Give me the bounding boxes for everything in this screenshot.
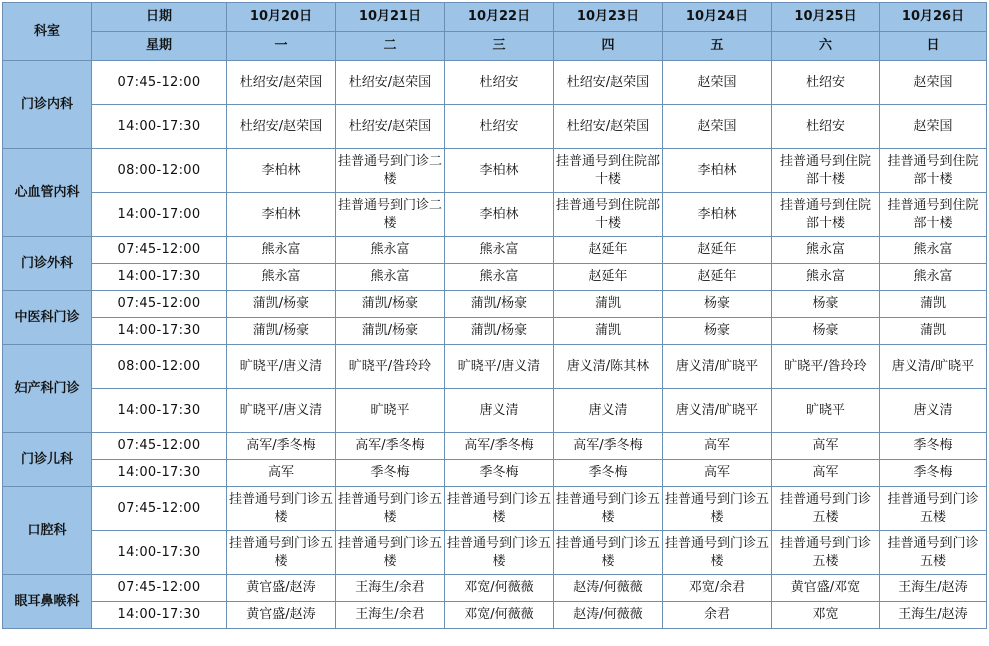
- doctor-cell: 熊永富: [880, 237, 987, 264]
- doctor-cell: 杨豪: [663, 318, 772, 345]
- doctor-cell: 挂普通号到住院部十楼: [880, 193, 987, 237]
- department-name: 心血管内科: [3, 149, 92, 237]
- table-row: [3, 433, 987, 460]
- doctor-cell: 赵荣国: [880, 105, 987, 149]
- date-label: 日期: [92, 3, 227, 32]
- doctor-cell: 赵涛/何薇薇: [554, 575, 663, 602]
- doctor-cell: 挂普通号到住院部十楼: [880, 149, 987, 193]
- doctor-cell: 熊永富: [336, 264, 445, 291]
- doctor-cell: 蒲凯/杨豪: [445, 291, 554, 318]
- doctor-cell: 挂普通号到住院部十楼: [772, 149, 880, 193]
- time-slot: 14:00-17:00: [92, 193, 227, 237]
- weekday-header: 日: [880, 32, 987, 61]
- doctor-cell: 蒲凯: [554, 291, 663, 318]
- doctor-cell: 挂普通号到门诊五楼: [227, 531, 336, 575]
- doctor-cell: 杜绍安/赵荣国: [554, 61, 663, 105]
- time-slot: 14:00-17:30: [92, 460, 227, 487]
- doctor-cell: 杜绍安/赵荣国: [227, 105, 336, 149]
- time-slot: 14:00-17:30: [92, 318, 227, 345]
- doctor-cell: 杜绍安/赵荣国: [336, 105, 445, 149]
- doctor-cell: 高军: [663, 433, 772, 460]
- table-row: [3, 531, 987, 575]
- weekday-row: [3, 32, 987, 61]
- doctor-cell: 蒲凯/杨豪: [445, 318, 554, 345]
- doctor-cell: 杜绍安: [772, 105, 880, 149]
- doctor-cell: 邓宽/余君: [663, 575, 772, 602]
- doctor-cell: 季冬梅: [880, 433, 987, 460]
- doctor-cell: 黄官盛/邓宽: [772, 575, 880, 602]
- doctor-cell: 唐义清/旷晓平: [663, 389, 772, 433]
- doctor-cell: 季冬梅: [880, 460, 987, 487]
- doctor-cell: 挂普通号到门诊五楼: [445, 487, 554, 531]
- doctor-cell: 高军: [227, 460, 336, 487]
- doctor-cell: 杨豪: [772, 318, 880, 345]
- department-name: 门诊外科: [3, 237, 92, 291]
- doctor-cell: 挂普通号到门诊五楼: [663, 531, 772, 575]
- table-row: [3, 149, 987, 193]
- doctor-cell: 邓宽/何薇薇: [445, 575, 554, 602]
- doctor-cell: 熊永富: [772, 264, 880, 291]
- doctor-cell: 杨豪: [663, 291, 772, 318]
- department-name: 眼耳鼻喉科: [3, 575, 92, 629]
- table-row: [3, 237, 987, 264]
- doctor-cell: 赵荣国: [880, 61, 987, 105]
- doctor-cell: 王海生/余君: [336, 575, 445, 602]
- doctor-cell: 唐义清: [445, 389, 554, 433]
- doctor-cell: 旷晓平/唐义清: [445, 345, 554, 389]
- doctor-cell: 杨豪: [772, 291, 880, 318]
- doctor-cell: 高军/季冬梅: [336, 433, 445, 460]
- weekday-label: 星期: [92, 32, 227, 61]
- time-slot: 08:00-12:00: [92, 149, 227, 193]
- date-header: 10月21日: [336, 3, 445, 32]
- weekday-header: 四: [554, 32, 663, 61]
- doctor-cell: 熊永富: [227, 264, 336, 291]
- time-slot: 07:45-12:00: [92, 61, 227, 105]
- doctor-cell: 邓宽/何薇薇: [445, 602, 554, 629]
- doctor-cell: 王海生/余君: [336, 602, 445, 629]
- time-slot: 14:00-17:30: [92, 105, 227, 149]
- doctor-cell: 挂普通号到住院部十楼: [554, 149, 663, 193]
- time-slot: 07:45-12:00: [92, 237, 227, 264]
- time-slot: 07:45-12:00: [92, 433, 227, 460]
- doctor-cell: 唐义清: [554, 389, 663, 433]
- date-header: 10月22日: [445, 3, 554, 32]
- doctor-cell: 熊永富: [445, 237, 554, 264]
- doctor-cell: 高军/季冬梅: [227, 433, 336, 460]
- doctor-cell: 挂普通号到住院部十楼: [772, 193, 880, 237]
- doctor-cell: 熊永富: [445, 264, 554, 291]
- doctor-cell: 挂普通号到门诊五楼: [772, 487, 880, 531]
- table-row: [3, 575, 987, 602]
- doctor-cell: 邓宽: [772, 602, 880, 629]
- doctor-cell: 蒲凯/杨豪: [336, 291, 445, 318]
- doctor-cell: 蒲凯: [880, 291, 987, 318]
- doctor-cell: 挂普通号到门诊五楼: [554, 487, 663, 531]
- department-name: 中医科门诊: [3, 291, 92, 345]
- doctor-cell: 赵延年: [663, 264, 772, 291]
- doctor-cell: 季冬梅: [554, 460, 663, 487]
- table-row: [3, 460, 987, 487]
- time-slot: 14:00-17:30: [92, 264, 227, 291]
- time-slot: 07:45-12:00: [92, 291, 227, 318]
- date-header: 10月26日: [880, 3, 987, 32]
- doctor-cell: 挂普通号到门诊五楼: [772, 531, 880, 575]
- time-slot: 14:00-17:30: [92, 531, 227, 575]
- doctor-cell: 季冬梅: [445, 460, 554, 487]
- doctor-cell: 唐义清/旷晓平: [663, 345, 772, 389]
- doctor-cell: 旷晓平: [772, 389, 880, 433]
- table-row: [3, 291, 987, 318]
- doctor-cell: 唐义清: [880, 389, 987, 433]
- table-row: [3, 389, 987, 433]
- date-row: [3, 3, 987, 32]
- doctor-cell: 旷晓平: [336, 389, 445, 433]
- doctor-cell: 杜绍安: [772, 61, 880, 105]
- doctor-cell: 赵荣国: [663, 105, 772, 149]
- doctor-cell: 李柏林: [445, 193, 554, 237]
- time-slot: 14:00-17:30: [92, 389, 227, 433]
- doctor-cell: 赵涛/何薇薇: [554, 602, 663, 629]
- doctor-cell: 王海生/赵涛: [880, 575, 987, 602]
- doctor-cell: 高军/季冬梅: [445, 433, 554, 460]
- table-header: [3, 3, 987, 61]
- doctor-cell: 熊永富: [227, 237, 336, 264]
- doctor-cell: 赵延年: [554, 237, 663, 264]
- doctor-cell: 杜绍安/赵荣国: [554, 105, 663, 149]
- date-header: 10月23日: [554, 3, 663, 32]
- doctor-cell: 高军: [772, 433, 880, 460]
- table-row: [3, 264, 987, 291]
- doctor-cell: 挂普通号到门诊五楼: [227, 487, 336, 531]
- date-header: 10月24日: [663, 3, 772, 32]
- doctor-cell: 高军/季冬梅: [554, 433, 663, 460]
- doctor-cell: 杜绍安/赵荣国: [336, 61, 445, 105]
- doctor-cell: 黄官盛/赵涛: [227, 602, 336, 629]
- table-body: [3, 61, 987, 629]
- doctor-cell: 挂普通号到门诊二楼: [336, 149, 445, 193]
- doctor-cell: 黄官盛/赵涛: [227, 575, 336, 602]
- doctor-cell: 挂普通号到门诊五楼: [880, 531, 987, 575]
- doctor-cell: 旷晓平/昝玲玲: [336, 345, 445, 389]
- doctor-cell: 高军: [663, 460, 772, 487]
- doctor-cell: 高军: [772, 460, 880, 487]
- doctor-cell: 挂普通号到门诊二楼: [336, 193, 445, 237]
- doctor-cell: 熊永富: [336, 237, 445, 264]
- doctor-cell: 唐义清/旷晓平: [880, 345, 987, 389]
- weekday-header: 一: [227, 32, 336, 61]
- doctor-cell: 蒲凯/杨豪: [227, 318, 336, 345]
- doctor-cell: 季冬梅: [336, 460, 445, 487]
- department-name: 妇产科门诊: [3, 345, 92, 433]
- doctor-cell: 蒲凯/杨豪: [227, 291, 336, 318]
- dept-header: 科室: [3, 3, 92, 61]
- doctor-cell: 旷晓平/昝玲玲: [772, 345, 880, 389]
- table-row: [3, 602, 987, 629]
- doctor-cell: 赵延年: [554, 264, 663, 291]
- doctor-cell: 蒲凯: [554, 318, 663, 345]
- table-row: [3, 318, 987, 345]
- time-slot: 14:00-17:30: [92, 602, 227, 629]
- doctor-cell: 挂普通号到门诊五楼: [336, 487, 445, 531]
- time-slot: 08:00-12:00: [92, 345, 227, 389]
- doctor-cell: 李柏林: [227, 149, 336, 193]
- doctor-cell: 李柏林: [227, 193, 336, 237]
- doctor-cell: 蒲凯/杨豪: [336, 318, 445, 345]
- table-row: [3, 61, 987, 105]
- doctor-cell: 李柏林: [663, 149, 772, 193]
- doctor-cell: 挂普通号到门诊五楼: [445, 531, 554, 575]
- doctor-cell: 李柏林: [663, 193, 772, 237]
- doctor-cell: 赵延年: [663, 237, 772, 264]
- time-slot: 07:45-12:00: [92, 487, 227, 531]
- weekday-header: 三: [445, 32, 554, 61]
- weekday-header: 六: [772, 32, 880, 61]
- doctor-cell: 挂普通号到门诊五楼: [554, 531, 663, 575]
- doctor-cell: 熊永富: [772, 237, 880, 264]
- schedule-table: [2, 2, 987, 629]
- weekday-header: 二: [336, 32, 445, 61]
- doctor-cell: 唐义清/陈其林: [554, 345, 663, 389]
- doctor-cell: 杜绍安/赵荣国: [227, 61, 336, 105]
- department-name: 口腔科: [3, 487, 92, 575]
- doctor-cell: 挂普通号到门诊五楼: [336, 531, 445, 575]
- doctor-cell: 挂普通号到门诊五楼: [880, 487, 987, 531]
- time-slot: 07:45-12:00: [92, 575, 227, 602]
- department-name: 门诊儿科: [3, 433, 92, 487]
- doctor-cell: 蒲凯: [880, 318, 987, 345]
- doctor-cell: 旷晓平/唐义清: [227, 389, 336, 433]
- date-header: 10月20日: [227, 3, 336, 32]
- doctor-cell: 熊永富: [880, 264, 987, 291]
- doctor-cell: 赵荣国: [663, 61, 772, 105]
- doctor-cell: 杜绍安: [445, 105, 554, 149]
- weekday-header: 五: [663, 32, 772, 61]
- doctor-cell: 王海生/赵涛: [880, 602, 987, 629]
- table-row: [3, 193, 987, 237]
- date-header: 10月25日: [772, 3, 880, 32]
- doctor-cell: 挂普通号到门诊五楼: [663, 487, 772, 531]
- table-row: [3, 105, 987, 149]
- doctor-cell: 杜绍安: [445, 61, 554, 105]
- table-row: [3, 487, 987, 531]
- doctor-cell: 挂普通号到住院部十楼: [554, 193, 663, 237]
- doctor-cell: 李柏林: [445, 149, 554, 193]
- table-row: [3, 345, 987, 389]
- doctor-cell: 旷晓平/唐义清: [227, 345, 336, 389]
- department-name: 门诊内科: [3, 61, 92, 149]
- doctor-cell: 余君: [663, 602, 772, 629]
